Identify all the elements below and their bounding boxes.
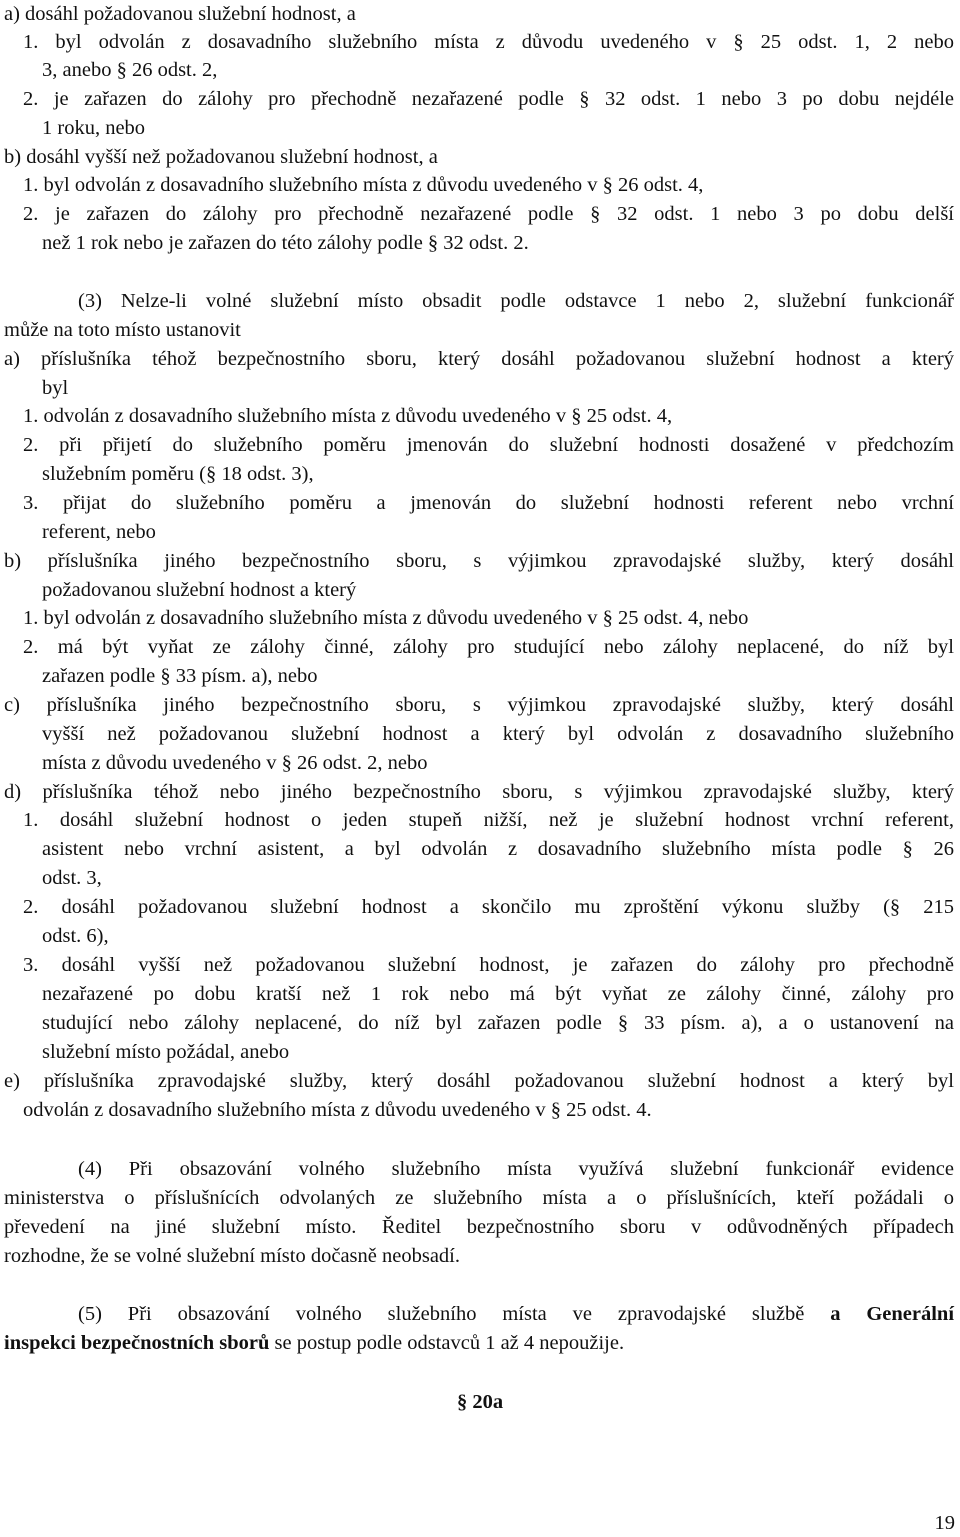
text-line: požadovanou služební hodnost a který: [42, 579, 357, 601]
text-line: odst. 6),: [42, 925, 109, 947]
text-line: 3. přijat do služebního poměru a jmenován do služební hodnosti referent nebo vrchní: [23, 492, 954, 514]
text-line: c) příslušníka jiného bezpečnostního sboru, s výjimkou zpravodajské služby, který dosáhl: [4, 694, 954, 716]
text-line: nezařazené po dobu kratší než 1 rok nebo má být vyňat ze zálohy činné, zálohy pro: [42, 983, 954, 1005]
text-line: služební místo požádal, anebo: [42, 1041, 290, 1063]
text-line: převedení na jiné služební místo. Ředitel bezpečnostního sboru v odůvodněných případech: [4, 1216, 954, 1238]
text-line: 2. dosáhl požadovanou služební hodnost a skončilo mu zproštění výkonu služby (§ 215: [23, 896, 954, 918]
text-line: a) příslušníka téhož bezpečnostního sboru, který dosáhl požadovanou služební hodnost a který: [4, 348, 954, 370]
text-line: 1. byl odvolán z dosavadního služebního místa z důvodu uvedeného v § 25 odst. 1, 2 nebo: [23, 31, 954, 53]
text-line: než 1 rok nebo je zařazen do této zálohy podle § 32 odst. 2.: [42, 232, 529, 254]
text-line: může na toto místo ustanovit: [4, 319, 241, 341]
text-line: asistent nebo vrchní asistent, a byl odvolán z dosavadního služebního místa podle § 26: [42, 838, 954, 860]
text-line: 2. při přijetí do služebního poměru jmenován do služební hodnosti dosažené v předchozím: [23, 434, 954, 456]
text-line: byl: [42, 377, 69, 399]
text-line: 1 roku, nebo: [42, 117, 146, 139]
text-line: 2. má být vyňat ze zálohy činné, zálohy pro studující nebo zálohy neplacené, do níž byl: [23, 636, 954, 658]
text-line: referent, nebo: [42, 521, 156, 543]
page-number: 19: [934, 1512, 955, 1534]
text-line: služebním poměru (§ 18 odst. 3),: [42, 463, 314, 485]
text-line: odvolán z dosavadního služebního místa z důvodu uvedeného v § 25 odst. 4.: [23, 1099, 652, 1121]
text-line: (3) Nelze-li volné služební místo obsadit podle odstavce 1 nebo 2, služební funkcionář: [78, 290, 954, 312]
text-line: 1. odvolán z dosavadního služebního místa z důvodu uvedeného v § 25 odst. 4,: [23, 405, 673, 427]
text-line: (4) Při obsazování volného služebního místa využívá služební funkcionář evidence: [78, 1158, 954, 1180]
text-line: vyšší než požadovanou služební hodnost a který byl odvolán z dosavadního služebního: [42, 723, 954, 745]
text-line: d) příslušníka téhož nebo jiného bezpečnostního sboru, s výjimkou zpravodajské služby, který: [4, 781, 954, 803]
text-line: 2. je zařazen do zálohy pro přechodně nezařazené podle § 32 odst. 1 nebo 3 po dobu nejdéle: [23, 88, 954, 110]
text-line: odst. 3,: [42, 867, 102, 889]
text-line: 2. je zařazen do zálohy pro přechodně nezařazené podle § 32 odst. 1 nebo 3 po dobu delší: [23, 203, 954, 225]
text-line: zařazen podle § 33 písm. a), nebo: [42, 665, 318, 687]
text-line: b) příslušníka jiného bezpečnostního sboru, s výjimkou zpravodajské služby, který dosáhl: [4, 550, 954, 572]
section-heading: § 20a: [456, 1391, 504, 1413]
para5-bold-text: a Generální: [830, 1303, 955, 1325]
para5-bold-text: inspekci bezpečnostních sborů: [4, 1332, 270, 1354]
text-line: 1. dosáhl služební hodnost o jeden stupeň nižší, než je služební hodnost vrchní referent,: [23, 809, 954, 831]
text-line: 1. byl odvolán z dosavadního služebního místa z důvodu uvedeného v § 25 odst. 4, nebo: [23, 607, 749, 629]
text-line: 3. dosáhl vyšší než požadovanou služební hodnost, je zařazen do zálohy pro přechodně: [23, 954, 954, 976]
text-line: e) příslušníka zpravodajské služby, který dosáhl požadovanou služební hodnost a který byl: [4, 1070, 954, 1092]
text-line: ministerstva o příslušnících odvolaných ze služebního místa a o příslušnících, kteří požádali o: [4, 1187, 954, 1209]
text-line: studující nebo zálohy neplacené, do níž byl zařazen podle § 33 písm. a), a o ustanovení na: [42, 1012, 954, 1034]
paragraph-5-line-2: [4, 1329, 624, 1358]
text-line: b) dosáhl vyšší než požadovanou služební hodnost, a: [4, 146, 438, 168]
para5-plain-text: se postup podle odstavců 1 až 4 nepoužije.: [274, 1332, 625, 1354]
text-line: 1. byl odvolán z dosavadního služebního místa z důvodu uvedeného v § 26 odst. 4,: [23, 174, 704, 196]
text-line: 3, anebo § 26 odst. 2,: [42, 59, 218, 81]
text-line: místa z důvodu uvedeného v § 26 odst. 2, nebo: [42, 752, 428, 774]
text-line: rozhodne, že se volné služební místo dočasně neobsadí.: [4, 1245, 460, 1267]
paragraph-5-line-1: [78, 1300, 954, 1329]
text-line: a) dosáhl požadovanou služební hodnost, a: [4, 3, 356, 25]
para5-plain-text: (5) Při obsazování volného služebního místa ve zpravodajské službě: [78, 1303, 805, 1325]
